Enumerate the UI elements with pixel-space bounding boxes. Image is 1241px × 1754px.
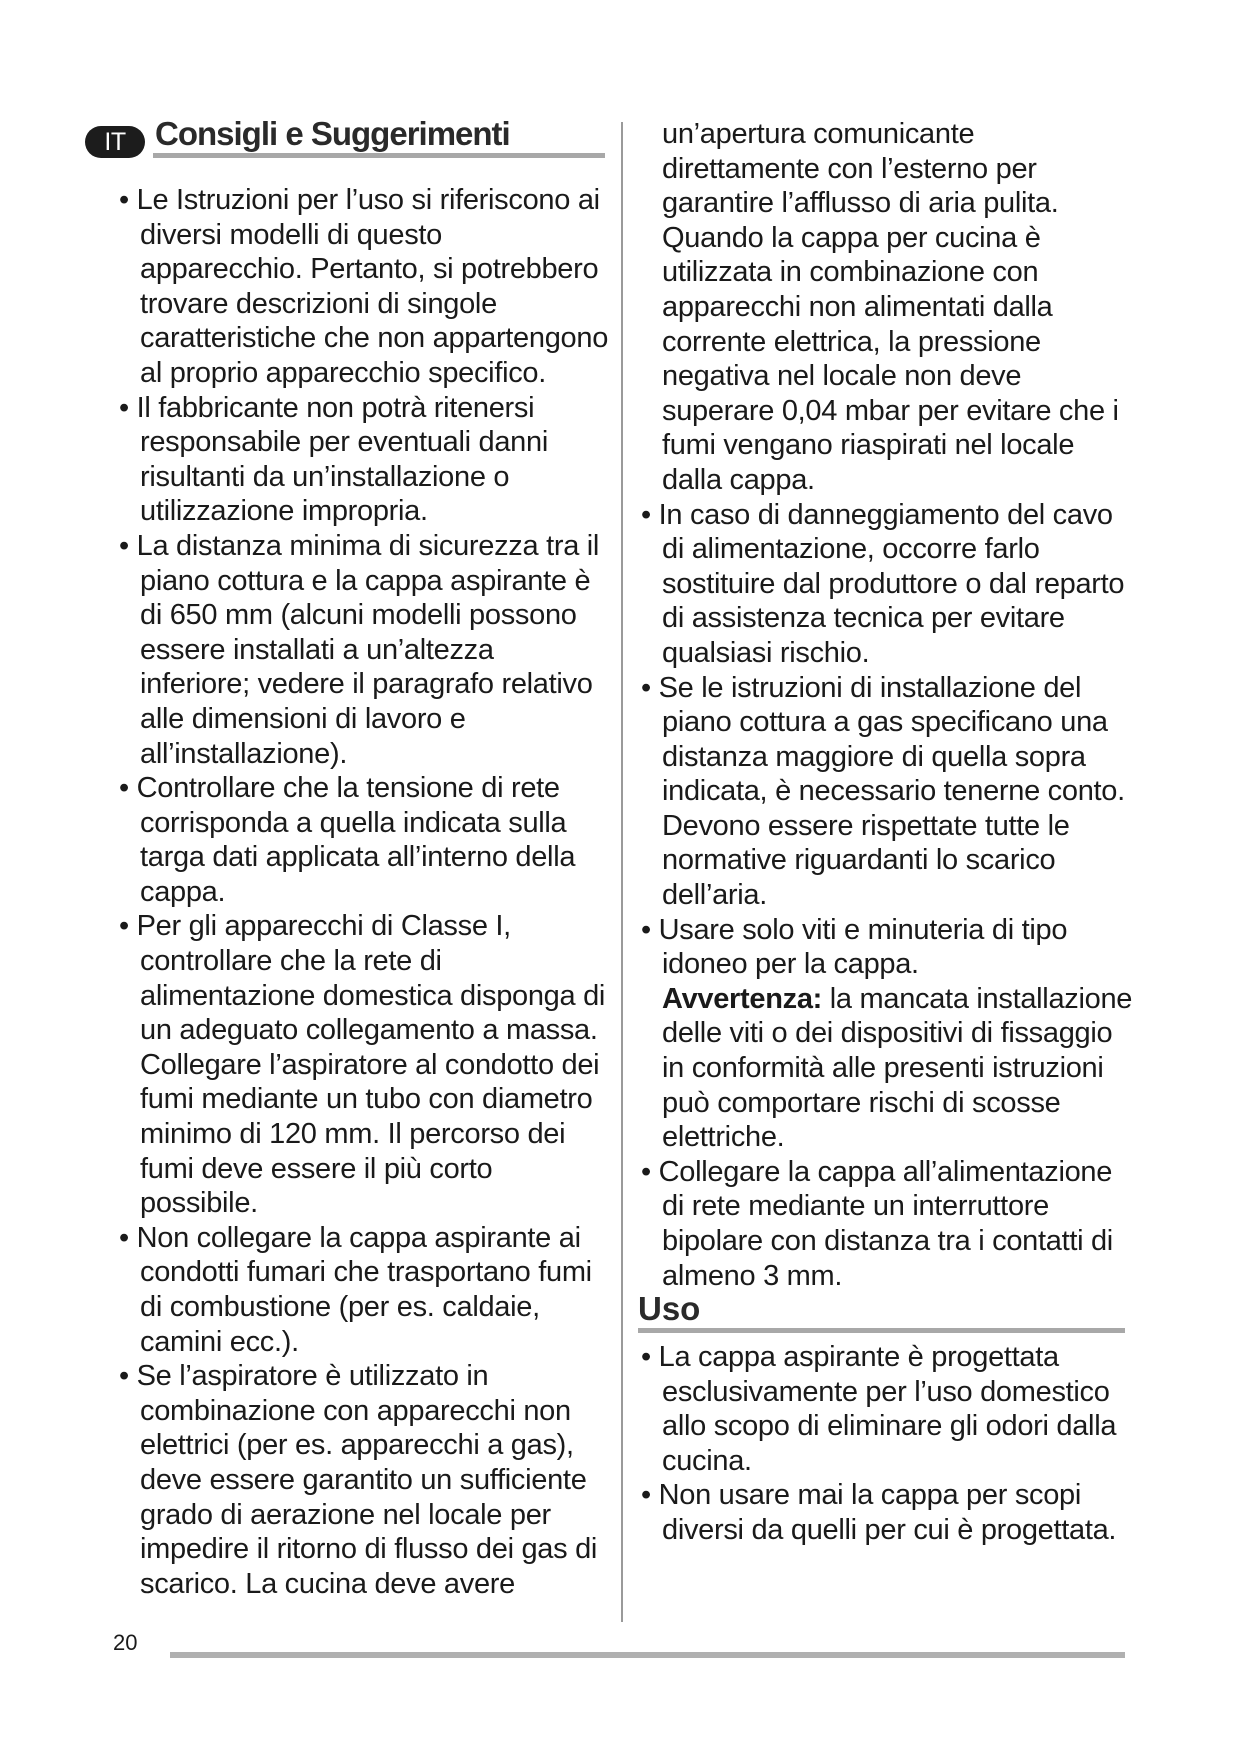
section-title-uso: Uso (638, 1290, 701, 1327)
right-column (635, 117, 1135, 1293)
language-badge: IT (85, 126, 145, 158)
column-divider (621, 122, 623, 1622)
section-title-tips: Consigli e Suggerimenti (155, 115, 510, 152)
uso-underline (638, 1328, 1125, 1333)
list-item: • Collegare la cappa all’alimentazione di rete mediante un interruttore bipolare con distanza tra i contatti di almeno 3 mm. (641, 1155, 1113, 1292)
continued-paragraph: un’apertura comunicante direttamente con l’esterno per garantire l’afflusso di aria pulita. Quando la cappa per cucina è utilizzata in combinazione con apparecchi non alimentati dalla corrente elettrica, la pressione negativa nel locale non deve superare 0,04 mbar per evitare che i fumi vengano riaspirati nel locale dalla cappa. (662, 118, 1119, 496)
list-item: • Non usare mai la cappa per scopi diversi da quelli per cui è progettata. (641, 1479, 1117, 1546)
list-item: • La cappa aspirante è progettata esclusivamente per l’uso domestico allo scopo di eliminare gli odori dalla cucina. (641, 1341, 1117, 1477)
list-item: • Il fabbricante non potrà ritenersi responsabile per eventuali danni risultanti da un’installazione o utilizzazione impropria. (119, 391, 548, 528)
list-item: • Le Istruzioni per l’uso si riferiscono ai diversi modelli di questo apparecchio. Pertanto, si potrebbero trovare descrizioni di singole caratteristiche che non appartengono al proprio apparecchio specifico. (119, 184, 609, 389)
list-item: • Se l’aspiratore è utilizzato in combinazione con apparecchi non elettrici (per es. apparecchi a gas), deve essere garantito un sufficiente grado di aerazione nel locale per impedire il ritorno di flusso dei gas di scarico. La cucina deve avere (119, 1360, 598, 1600)
list-item: • Non collegare la cappa aspirante ai condotti fumari che trasportano fumi di combustione (per es. caldaie, camini ecc.). (119, 1221, 592, 1358)
list-item: • In caso di danneggiamento del cavo di alimentazione, occorre farlo sostituire dal produttore o dal reparto di assistenza tecnica per evitare qualsiasi rischio. (641, 498, 1125, 669)
list-item: • Usare solo viti e minuteria di tipo idoneo per la cappa. (641, 913, 1068, 981)
list-item: • Se le istruzioni di installazione del piano cottura a gas specificano una distanza maggiore di quella sopra indicata, è necessario tenerne conto. Devono essere rispettate tutte le normative riguardanti lo scarico dell’aria. (641, 671, 1125, 912)
list-item: • Controllare che la tensione di rete corrisponda a quella indicata sulla targa dati applicata all’interno della cappa. (119, 772, 576, 908)
list-item: • Per gli apparecchi di Classe I, controllare che la rete di alimentazione domestica disponga di un adeguato collegamento a massa. Collegare l’aspiratore al condotto dei fumi mediante un tubo con diametro minimo di 120 mm. Il percorso dei fumi deve essere il più corto possibile. (119, 910, 606, 1220)
warning-paragraph (635, 982, 1135, 1155)
warning-label: Avvertenza: (662, 982, 823, 1015)
warning-text: la mancata installazione delle viti o dei dispositivi di fissaggio in conformità alle presenti istruzioni può comportare rischi di scosse elettriche. (662, 982, 1133, 1154)
list-item: • La distanza minima di sicurezza tra il piano cottura e la cappa aspirante è di 650 mm (alcuni modelli possono essere installati a un’altezza inferiore; vedere il paragrafo relativo alle dimensioni di lavoro e all’installazione). (119, 529, 600, 770)
page-number: 20 (113, 1630, 138, 1655)
left-column (113, 183, 610, 1601)
uso-list (635, 1340, 1135, 1548)
footer-rule (170, 1652, 1125, 1658)
title-underline (153, 153, 605, 158)
